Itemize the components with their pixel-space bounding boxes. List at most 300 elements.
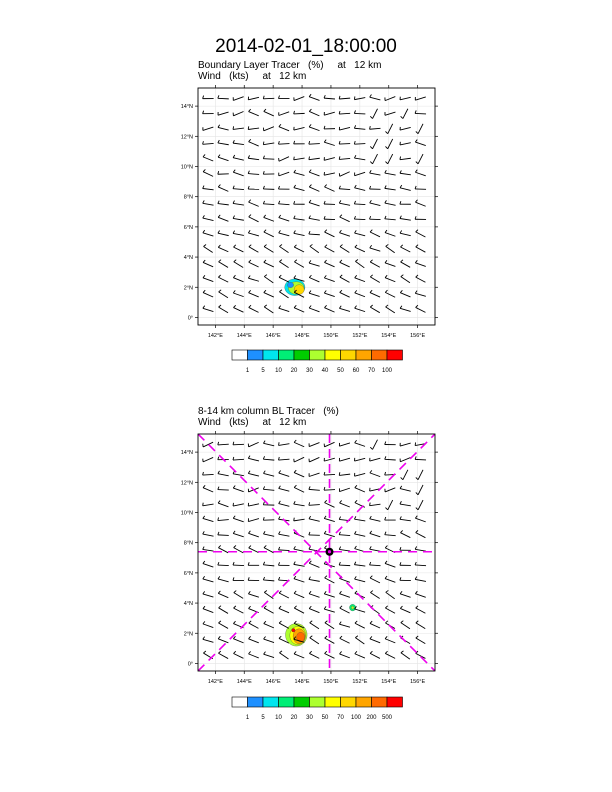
wind-barb [219, 305, 228, 313]
wind-barb [339, 306, 350, 312]
colorbar-label: 100 [350, 715, 362, 721]
wind-barb [203, 230, 214, 236]
wind-barb [233, 216, 244, 221]
x-tick-label: 156°E [410, 333, 426, 339]
wind-barb [264, 245, 273, 253]
wind-barb [218, 471, 229, 476]
wind-barb [279, 275, 289, 282]
wind-barb [385, 606, 395, 613]
colorbar-label: 5 [261, 368, 265, 374]
wind-barb [233, 562, 244, 566]
wind-barb [309, 109, 319, 116]
wind-barb [339, 622, 350, 628]
wind-barb [203, 290, 213, 297]
wind-barb [233, 140, 244, 144]
wind-barb [339, 200, 350, 205]
wind-barb [233, 636, 243, 643]
wind-barb [416, 621, 425, 629]
colorbar-cell [356, 350, 372, 360]
wind-barb [309, 94, 319, 100]
wind-barb [203, 215, 214, 220]
wind-barb [203, 275, 213, 281]
wind-barb [249, 260, 259, 267]
plot-frame [198, 88, 435, 325]
wind-barb [278, 141, 289, 144]
wind-barb [218, 155, 228, 161]
wind-barb [416, 245, 426, 252]
plot-area [198, 434, 435, 671]
wind-barb [309, 532, 320, 535]
wind-barb [370, 200, 381, 205]
wind-barb [263, 441, 274, 446]
wind-barb [309, 124, 319, 130]
wind-barb [385, 456, 396, 460]
y-tick-label: 12°N [180, 480, 193, 487]
wind-barb [401, 470, 408, 480]
wind-barb [249, 215, 259, 222]
x-tick-label: 156°E [410, 679, 426, 685]
wind-barb [294, 170, 305, 176]
y-tick-label: 14°N [180, 450, 193, 457]
wind-barb [294, 501, 305, 506]
wind-barb [370, 290, 380, 297]
wind-barb [249, 200, 259, 207]
wind-barb [385, 517, 396, 520]
wind-barb [264, 652, 274, 658]
wind-barb [218, 201, 229, 205]
wind-barb [400, 201, 411, 204]
wind-barb [294, 606, 304, 613]
wind-barb [248, 186, 259, 189]
wind-barb [263, 531, 274, 536]
wind-barb [386, 305, 395, 313]
wind-barb [385, 124, 392, 134]
wind-barb [248, 562, 259, 565]
wind-barb [263, 171, 274, 174]
wind-barb [263, 456, 274, 460]
wind-barb [218, 442, 229, 445]
wind-barb [219, 606, 228, 614]
colorbar-label: 100 [381, 368, 393, 374]
wind-barb [340, 636, 350, 643]
wind-barb [324, 260, 334, 267]
wind-barb [309, 473, 319, 476]
wind-barb [279, 591, 289, 598]
wind-barb [324, 201, 335, 204]
wind-barb [294, 470, 304, 477]
wind-barb [264, 606, 274, 614]
wind-barb [248, 276, 259, 282]
wind-barb [263, 562, 274, 566]
wind-barb [219, 290, 228, 298]
wind-barb [400, 591, 410, 597]
wind-barb [309, 577, 320, 582]
wind-barb [400, 606, 410, 613]
wind-barb [248, 577, 259, 580]
page-title: 2014-02-01_18:00:00 [215, 36, 397, 57]
wind-barb [340, 260, 350, 267]
wind-barb [416, 230, 426, 237]
wind-barb [294, 260, 304, 268]
wind-barb [309, 651, 319, 658]
wind-barb [248, 518, 259, 521]
wind-barb [279, 606, 289, 613]
wind-barb [294, 591, 304, 598]
wind-barb [218, 245, 228, 252]
wind-barb [203, 200, 214, 205]
colorbar-label: 20 [290, 368, 298, 374]
wind-barb [385, 636, 395, 643]
colorbar-cell [248, 697, 264, 707]
wind-barb [263, 96, 274, 99]
wind-barb [263, 517, 274, 520]
wind-barb [233, 126, 244, 129]
wind-barb [294, 111, 305, 114]
x-tick-label: 142°E [207, 333, 223, 339]
colorbar-cell [232, 697, 248, 707]
wind-barb [264, 305, 273, 313]
wind-barb [370, 260, 380, 267]
x-tick-label: 146°E [265, 679, 281, 685]
wind-barb [339, 111, 350, 114]
wind-barb [339, 141, 350, 144]
wind-barb [340, 275, 350, 282]
wind-barb [339, 156, 350, 159]
wind-barb [279, 112, 289, 116]
wind-barb [203, 306, 214, 312]
wind-barb [219, 260, 228, 268]
wind-barb [218, 562, 229, 565]
wind-barb [263, 142, 274, 145]
wind-barb [385, 170, 396, 175]
colorbar-cell [341, 697, 357, 707]
wind-barb [248, 230, 259, 236]
wind-barb [339, 562, 350, 566]
wind-barb [385, 500, 392, 510]
colorbar-label: 20 [290, 715, 298, 721]
x-tick-label: 144°E [236, 679, 252, 685]
wind-barb [370, 576, 380, 583]
colorbar-cell [232, 350, 248, 360]
colorbar-cell [387, 697, 403, 707]
wind-barb [401, 275, 410, 283]
wind-barb [233, 155, 244, 160]
y-tick-label: 0° [187, 315, 193, 322]
wind-barb [370, 139, 377, 149]
wind-barb [339, 443, 350, 446]
wind-barb [203, 141, 214, 144]
wind-barb [294, 157, 305, 160]
wind-barb [385, 112, 396, 115]
wind-barb [415, 186, 426, 189]
wind-barb [385, 97, 395, 101]
wind-barb [400, 516, 411, 520]
wind-barb [416, 305, 426, 312]
wind-barb [415, 291, 426, 297]
wind-barb [339, 591, 349, 597]
wind-barb [401, 260, 411, 268]
y-tick-label: 2°N [183, 631, 193, 638]
wind-barb [278, 186, 289, 189]
wind-barb [218, 501, 228, 507]
wind-barb [400, 577, 411, 580]
wind-barb [234, 591, 243, 599]
x-tick-label: 148°E [294, 333, 310, 339]
wind-barb [264, 636, 274, 642]
colorbar-cell [356, 697, 372, 707]
wind-barb [263, 201, 274, 205]
wind-barb [218, 125, 229, 130]
wind-barb [218, 576, 229, 582]
wind-barb [416, 470, 423, 480]
colorbar-label: 50 [321, 715, 329, 721]
wind-barb [385, 290, 395, 297]
wind-barb [218, 112, 229, 115]
tracer-contour [292, 628, 295, 632]
wind-barb [278, 96, 289, 99]
wind-barb [370, 591, 379, 599]
wind-barb [203, 503, 214, 506]
y-tick-label: 10°N [180, 510, 193, 517]
wind-barb [340, 215, 350, 222]
colorbar-cell [372, 350, 388, 360]
wind-barb [339, 472, 350, 475]
wind-barb [294, 651, 304, 658]
wind-barb [415, 591, 425, 597]
colorbar-label: 40 [321, 368, 329, 374]
wind-barb [370, 186, 381, 189]
wind-barb [248, 171, 259, 175]
wind-barb [325, 245, 335, 252]
colorbar-cell [387, 350, 403, 360]
wind-barb [416, 606, 426, 613]
y-tick-label: 6°N [183, 570, 193, 577]
wind-barb [203, 591, 214, 597]
wind-barb [370, 126, 381, 129]
y-tick-label: 0° [187, 661, 193, 668]
wind-barb [324, 290, 334, 296]
wind-barb [309, 157, 320, 160]
wind-barb [400, 530, 410, 537]
wind-barb [309, 275, 319, 282]
wind-barb [416, 530, 426, 537]
colorbar-label: 30 [306, 715, 313, 721]
wind-barb [370, 275, 379, 283]
wind-barb [203, 260, 213, 267]
wind-barb [233, 201, 244, 205]
wind-barb [416, 500, 423, 510]
wind-barb [324, 126, 335, 129]
colorbar-label: 10 [275, 715, 282, 721]
wind-barb [370, 516, 381, 521]
wind-barb [233, 231, 244, 236]
wind-barb [203, 485, 213, 492]
wind-barb [339, 186, 350, 190]
wind-barb [248, 456, 259, 461]
colorbar-cell [279, 350, 295, 360]
wind-barb [340, 500, 350, 507]
x-tick-label: 142°E [207, 679, 223, 685]
wind-barb [309, 170, 319, 176]
wind-barb [279, 260, 288, 268]
wind-barb [294, 457, 304, 462]
wind-barb [294, 485, 304, 492]
wind-barb [310, 636, 319, 644]
wind-barb [264, 590, 273, 598]
wind-barb [370, 562, 381, 566]
y-tick-label: 8°N [183, 194, 193, 201]
wind-barb [370, 109, 377, 119]
wind-barb [415, 200, 425, 207]
wind-barb [264, 275, 273, 283]
wind-barb [263, 486, 274, 490]
wind-barb [324, 140, 334, 146]
wind-barb [340, 651, 350, 657]
wind-barb [203, 472, 214, 475]
wind-barb [415, 140, 425, 146]
colorbar-cell [310, 350, 326, 360]
wind-barb [415, 562, 426, 566]
plot-area [198, 88, 435, 325]
wind-barb [401, 651, 410, 659]
wind-barb [309, 200, 319, 206]
wind-barb [400, 185, 411, 190]
wind-barb [279, 172, 289, 176]
wind-barb [218, 636, 228, 643]
wind-barb [294, 546, 305, 551]
wind-barb [234, 260, 243, 268]
wind-barb [294, 245, 304, 252]
wind-barb [203, 516, 214, 522]
colorbar-label: 70 [337, 715, 344, 721]
wind-barb [249, 621, 259, 628]
wind-barb [218, 215, 228, 221]
wind-barb [386, 244, 395, 252]
wind-barb [263, 156, 274, 160]
x-tick-label: 154°E [381, 333, 397, 339]
wind-barb [385, 230, 395, 236]
wind-barb [279, 442, 290, 445]
wind-barb [385, 260, 395, 266]
wind-barb [309, 306, 319, 312]
wind-barb [264, 290, 274, 297]
wind-barb [279, 124, 289, 131]
wind-barb [370, 245, 381, 251]
colorbar-cell [248, 350, 264, 360]
wind-barb [415, 216, 426, 219]
wind-barb [400, 547, 411, 550]
wind-barb [385, 532, 396, 536]
wind-barb [324, 458, 335, 461]
wind-barb [416, 154, 423, 164]
wind-barb [294, 216, 305, 220]
wind-barb [249, 139, 259, 146]
wind-barb [400, 142, 411, 145]
wind-barb [324, 112, 335, 115]
wind-barb [400, 127, 411, 130]
cross-section-lines [198, 434, 435, 671]
wind-barb [415, 546, 426, 551]
wind-barb [385, 488, 395, 492]
wind-barb [294, 141, 305, 144]
wind-barb [324, 95, 335, 99]
wind-barb [218, 230, 229, 235]
wind-barb [218, 532, 229, 536]
colorbar-label: 200 [366, 715, 377, 721]
wind-barb [279, 157, 289, 162]
wind-barb [218, 487, 229, 490]
wind-barb [233, 290, 243, 296]
wind-barb [294, 562, 305, 567]
wind-barb [385, 186, 396, 190]
wind-barb [278, 547, 289, 551]
wind-barb [400, 290, 410, 297]
y-tick-label: 10°N [180, 164, 193, 171]
wind-barb [309, 185, 319, 192]
wind-barb [324, 305, 334, 312]
y-tick-label: 12°N [180, 134, 193, 141]
wind-barb [370, 154, 377, 164]
x-tick-label: 150°E [323, 679, 339, 685]
wind-barb [309, 486, 320, 490]
panel-2-title-line2: Wind (kts) at 12 km [198, 417, 307, 428]
wind-barb [294, 305, 304, 312]
wind-barb [248, 126, 259, 129]
wind-barb [203, 637, 214, 643]
wind-barb [400, 458, 410, 462]
y-tick-label: 2°N [183, 285, 193, 292]
wind-barb [218, 275, 228, 282]
x-tick-label: 148°E [294, 679, 310, 685]
wind-barb [401, 621, 410, 629]
wind-barb [233, 442, 244, 445]
wind-barb [249, 305, 259, 312]
wind-barb [324, 172, 335, 175]
wind-barb [310, 244, 319, 252]
wind-barb [264, 230, 274, 237]
wind-barb [218, 95, 229, 99]
wind-barb [416, 636, 425, 644]
wind-barb [233, 305, 243, 312]
wind-barb [294, 518, 305, 521]
wind-barb [370, 503, 381, 506]
wind-barb [370, 546, 381, 551]
wind-barb [401, 109, 408, 119]
wind-barb [294, 576, 304, 582]
wind-barb [233, 97, 243, 101]
wind-barb [370, 621, 380, 628]
wind-barb [370, 651, 380, 658]
colorbar-label: 70 [368, 368, 375, 374]
colorbar-label: 5 [261, 715, 265, 721]
wind-barb [249, 636, 259, 643]
wind-barb [309, 216, 320, 221]
wind-barb [339, 230, 349, 236]
wind-barb [385, 200, 396, 205]
wind-barb [324, 275, 334, 281]
wind-barb [385, 139, 392, 149]
colorbar-label: 1 [245, 368, 250, 374]
wind-barb [370, 170, 381, 175]
wind-barb [324, 185, 334, 192]
wind-barb [385, 216, 396, 220]
wind-barb [248, 503, 259, 506]
wind-barb [248, 471, 259, 476]
wind-barb [324, 216, 335, 219]
wind-barb [325, 230, 335, 237]
storm-center-dot [328, 550, 331, 553]
wind-barb [400, 306, 411, 312]
